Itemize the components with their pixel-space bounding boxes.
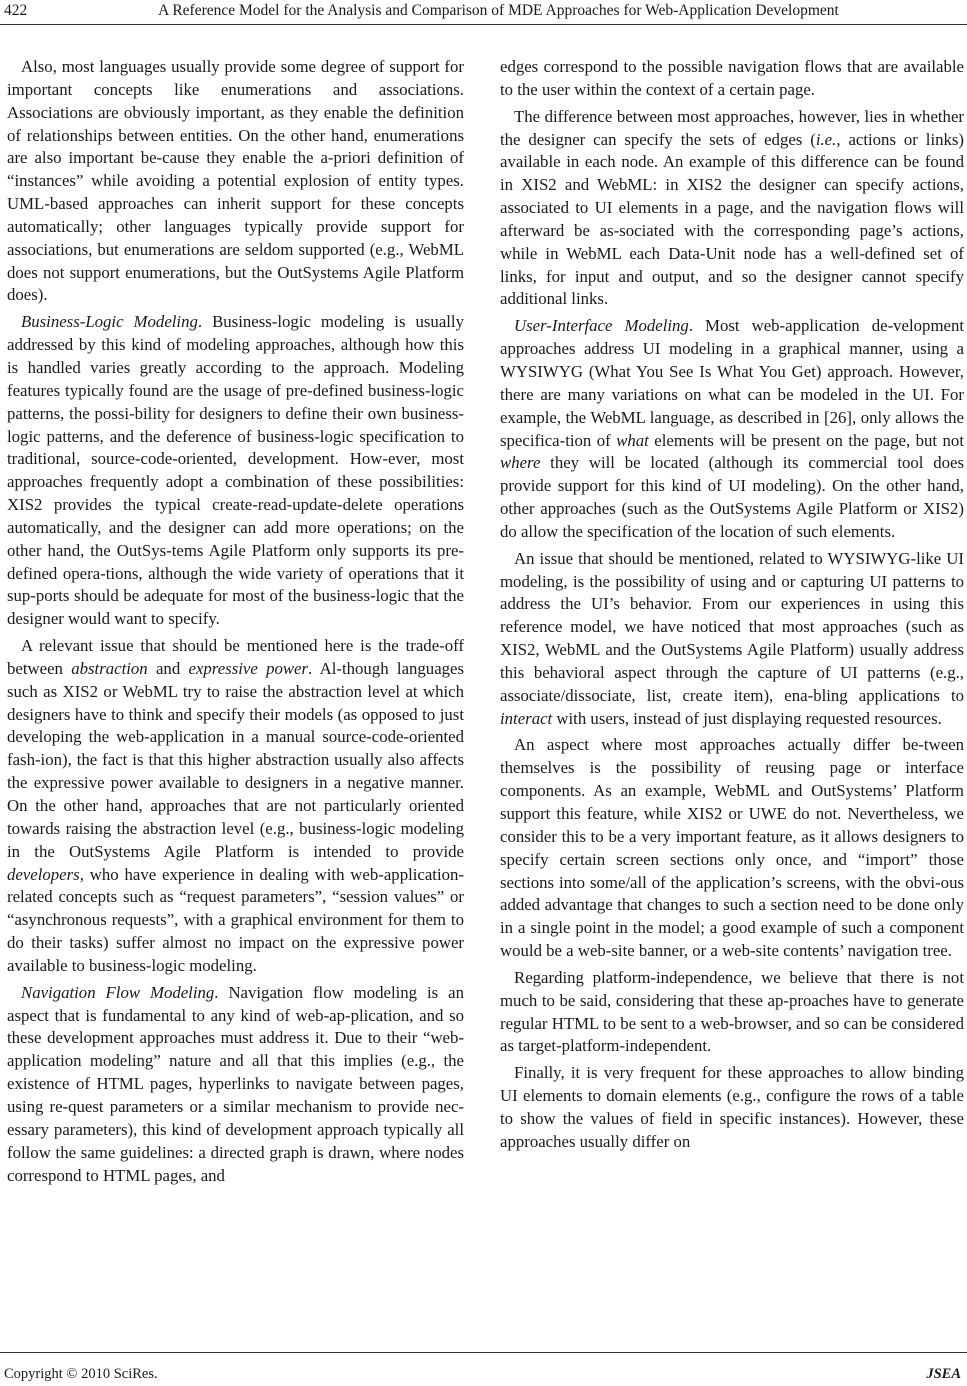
paragraph-navigation-flow: [7, 982, 464, 1188]
paragraph-enumerations: Also, most languages usually provide some degree of support for important concepts like enumerations and associations. Associations are obviously important, as they enable the definition of relationships between entities. On the other hand, enumerations are also important be-cause they enable the a-priori definition of “instances” while avoiding a potential explosion of entity types. UML-based approaches can inherit support for these concepts automatically; other languages typically provide support for associations, but enumerations are seldom supported (e.g., WebML does not support enumerations, but the OutSystems Agile Platform does).: [7, 57, 464, 305]
text-run: , actions or links) available in each node. An example of this difference can be found in XIS2 and WebML: in XIS2 the designer can specify actions, associated to UI elements in a page, and the navigation flows will afterward be as-sociated with the corresponding page’s actions, while in WebML each Data-Unit node has a well-defined set of links, for input and output, and so the designer cannot specify additional links.: [500, 129, 965, 309]
paragraph-component-reuse: An aspect where most approaches actually differ be-tween themselves is the possibility of reusing page or interface components. As an example, WebML and OutSystems’ Platform support this feature, while XIS2 or UWE do not. Nevertheless, we consider this to be a very important feature, as it allows designers to specify certain screen sections only once, and “import” those sections into some/all of the application’s screens, with the obvi-ous added advantage that changes to such a section need to be done only in a single point in the model; a good example of such a component would be a web-site banner, or a web-site contents’ navigation tree.: [500, 735, 964, 961]
text-run: A relevant issue that should be mentioned here is the trade-off between: [7, 636, 464, 678]
heading-navigation-flow-modeling: Navigation Flow Modeling: [21, 982, 215, 1002]
emphasis-where: where: [500, 453, 541, 473]
emphasis-ie: i.e.: [815, 129, 837, 149]
emphasis-abstraction: abstraction: [71, 658, 148, 678]
footer-rule: [0, 1352, 967, 1353]
paragraph-edges-difference: [500, 106, 964, 312]
paragraph-platform-independence: Regarding platform-independence, we believe that there is not much to be said, considering that these ap-proaches have to generate regular HTML to be sent to a web-browser, and so can be considered as target-platform-independent.: [500, 967, 964, 1056]
copyright-notice: Copyright © 2010 SciRes.: [4, 1366, 158, 1382]
heading-user-interface-modeling: User-Interface Modeling: [514, 316, 689, 336]
text-run: . Most web-application de-velopment approaches address UI modeling in a graphical manner, using a WYSIWYG (What You See Is What You Get) approach. However, there are many variations on what can be modeled in the UI. For example, the WebML language, as described in [26], only allows the specifica-tion of: [500, 316, 964, 450]
paragraph-abstraction: [7, 635, 464, 978]
paragraph-ui-binding: Finally, it is very frequent for these approaches to allow binding UI elements to domain elements (e.g., configure the rows of a table to show the values of field in specific instances). However, these approaches usually differ on: [500, 1063, 964, 1151]
text-run: . Al-though languages such as XIS2 or WebML try to raise the abstraction level at which designers have to think and specify their models (as opposed to just developing the web-application in a manual source-code-oriented fash-ion), the fact is that this higher abstraction usually also affects the expressive power available to designers in a negative manner. On the other hand, approaches that are not particularly oriented towards raising the abstraction level (e.g., business-logic modeling in the OutSystems Agile Platform is intended to provide: [7, 658, 465, 861]
text-run: and: [147, 658, 189, 678]
heading-business-logic-modeling: Business-Logic Modeling: [21, 312, 198, 332]
header-rule: [0, 24, 967, 25]
page-footer: [0, 1352, 967, 1386]
running-header: [0, 0, 967, 28]
text-run: they will be located (although its commercial tool does provide support for this kind of UI modeling). On the other hand, other approaches (such as the OutSystems Agile Platform or XIS2) do allow the specification of the location of such elements.: [500, 453, 964, 541]
right-column: [500, 56, 964, 1158]
paragraph-ui-patterns: [500, 548, 964, 731]
emphasis-developers: developers: [7, 864, 80, 884]
journal-abbreviation: JSEA: [926, 1366, 961, 1382]
text-run: with users, instead of just displaying requested resources.: [552, 708, 942, 728]
text-run: , who have experience in dealing with web-application-related concepts such as “request parameters”, “session values” or “asynchronous requests”, with a graphical environment for them to do their tasks) suffer almost no impact on the expressive power available to business-logic modeling.: [7, 864, 464, 975]
paragraph-business-logic: [7, 311, 464, 631]
paragraph-ui-modeling: [500, 315, 964, 543]
emphasis-interact: interact: [500, 708, 553, 728]
emphasis-expressive-power: expressive power: [188, 658, 309, 678]
paragraph-navigation-continued: edges correspond to the possible navigation flows that are available to the user within the context of a certain page.: [500, 57, 964, 99]
text-run: The difference between most approaches, however, lies in whether the designer can specify the sets of edges (: [500, 106, 964, 149]
page-number: 422: [4, 2, 28, 19]
emphasis-what: what: [616, 430, 649, 450]
text-run: elements will be present on the page, but not: [648, 430, 964, 450]
paragraph-text: . Navigation flow modeling is an aspect that is fundamental to any kind of web-ap-plication, and so these development approaches must address it. Due to their “web-application modeling” nature and all that this implies (e.g., the existence of HTML pages, hyperlinks to navigate between pages, using re-quest parameters or a similar mechanism to provide nec-essary parameters), this kind of development approach typically all follow the same guidelines: a directed graph is drawn, where nodes correspond to HTML pages, and: [7, 982, 464, 1185]
text-run: An issue that should be mentioned, related to WYSIWYG-like UI modeling, is the possibility of using and or capturing UI patterns to address the UI’s behavior. From our experiences in using this reference model, we have noticed that most approaches (such as XIS2, WebML and the OutSystems Agile Platform) usually address this behavioral aspect through the capture of UI patterns (e.g., associate/dissociate, list, create item), ena-bling applications to: [500, 548, 964, 705]
left-column: [7, 56, 464, 1191]
paragraph-text: . Business-logic modeling is usually addressed by this kind of modeling approaches, although how this is handled varies greatly according to the approach. Modeling features typically found are the usage of pre-defined business-logic patterns, the possi-bility for designers to define their own business-logic patterns, and the deference of business-logic specification to traditional, source-code-oriented, development. How-ever, most approaches frequently adopt a combination of these possibilities: XIS2 provides the typical create-read-update-delete operations automatically, and the designer can add more operations; on the other hand, the OutSys-tems Agile Platform only supports its pre-defined opera-tions, although the wide variety of operations that it sup-ports should be adequate for most of the business-logic that the designer would want to specify.: [7, 312, 464, 629]
running-title: A Reference Model for the Analysis and Comparison of MDE Approaches for Web-Application Development: [158, 2, 839, 19]
